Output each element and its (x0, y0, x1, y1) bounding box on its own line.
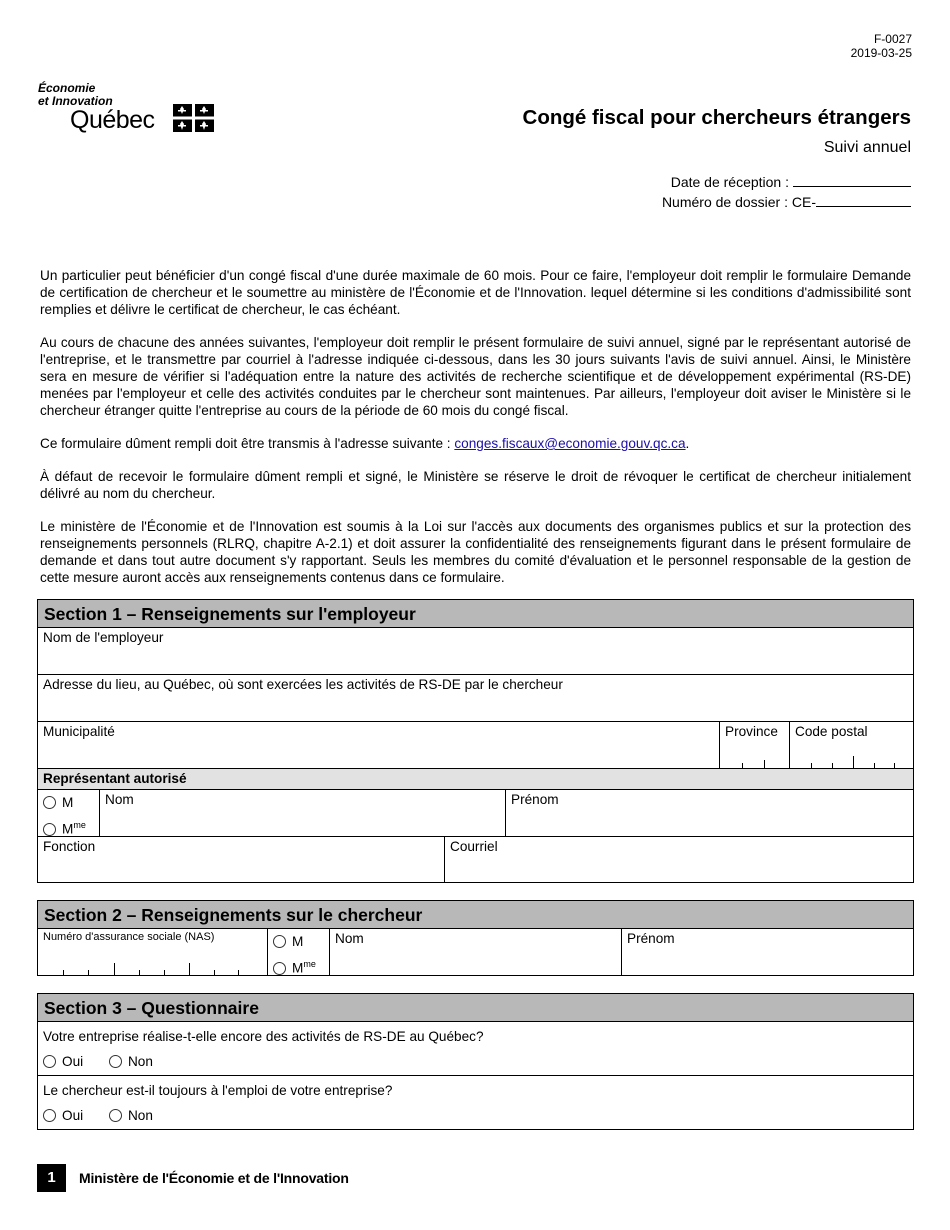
function-field[interactable] (38, 837, 444, 882)
radio-icon[interactable] (273, 962, 286, 975)
section-3-title: Section 3 – Questionnaire (38, 994, 913, 1022)
researcher-title-options (267, 929, 329, 975)
q1-no-option[interactable] (109, 1049, 153, 1074)
m-label: M (292, 934, 304, 949)
radio-icon[interactable] (273, 935, 286, 948)
q2-no-option[interactable] (109, 1103, 153, 1128)
dossier-number-field[interactable] (816, 193, 911, 207)
municipality-field[interactable] (38, 722, 719, 768)
intro-paragraph-1: Un particulier peut bénéficier d'un congé fiscal d'une durée maximale de 60 mois. Pour ce faire, l'employeur doit remplir le formulaire Demande de certification de chercheur et le soumettre au ministère de l'Économie et de l'Innovation. lequel détermine si les conditions d'admissibilité sont remplies et délivre le certificat de chercheur, le cas échéant. (40, 268, 911, 317)
researcher-last-name-label: Nom (335, 931, 364, 946)
mme-superscript: me (73, 820, 86, 830)
intro-paragraph-2: Au cours de chacune des années suivantes, l'employeur doit remplir le présent formulaire de suivi annuel, signé par le représentant autorisé de l'entreprise, et le transmettre par courriel à l'adresse indiquée ci-dessous, dans les 30 jours suivants l'avis de suivi annuel. Ainsi, le Ministère sera en mesure de vérifier si l'adéquation entre la nature des activités de recherche scientifique et de développement expérimental (RS-DE) menées par l'employeur et celle des activités conduites par le chercheur sont maintenues. Par ailleurs, l'employeur doit aviser le Ministère si le chercheur étranger quitte l'entreprise au cours de la période de 60 mois du congé fiscal. (40, 335, 911, 418)
question-2-text: Le chercheur est-il toujours à l'emploi de votre entreprise? (43, 1083, 393, 1098)
page-number: 1 (37, 1164, 66, 1192)
period: . (685, 436, 690, 451)
radio-icon[interactable] (109, 1109, 122, 1122)
intro-text (40, 267, 911, 602)
municipality-label: Municipalité (43, 724, 115, 739)
employer-name-field[interactable] (38, 628, 913, 674)
logo-line2: et Innovation (38, 94, 113, 108)
mme-label: M (292, 960, 304, 976)
submission-text: Ce formulaire dûment rempli doit être transmis à l'adresse suivante : (40, 436, 455, 451)
yes-label: Oui (62, 1108, 84, 1123)
function-label: Fonction (43, 839, 96, 854)
province-field[interactable] (719, 722, 789, 768)
postal-code-label: Code postal (795, 724, 868, 739)
intro-paragraph-4: À défaut de recevoir le formulaire dûment rempli et signé, le Ministère se réserve le droit de révoquer le certificat de chercheur initialement délivré au nom du chercheur. (40, 469, 911, 501)
form-date: 2019-03-25 (850, 46, 912, 60)
postal-code-field[interactable] (789, 722, 913, 768)
section-2-title: Section 2 – Renseignements sur le chercheur (38, 901, 913, 929)
page-footer (37, 1164, 349, 1192)
question-1-text: Votre entreprise réalise-t-elle encore des activités de RS-DE au Québec? (43, 1029, 484, 1044)
logo-quebec: Québec (70, 106, 155, 134)
rep-m-option[interactable] (43, 792, 94, 814)
rep-last-name-label: Nom (105, 792, 134, 807)
intro-paragraph-5: Le ministère de l'Économie et de l'Innovation est soumis à la Loi sur l'accès aux documents des organismes publics et sur la protection des renseignements personnels (RLRQ, chapitre A-2.1) et doit assurer la confidentialité des renseignements figurant dans le présent formulaire de demande et dans tout autre document s'y rapportant. Seuls les membres du comité d'évaluation et le personnel responsable de la gestion de cette mesure auront accès aux renseignements contenus dans ce formulaire. (40, 519, 911, 585)
researcher-m-option[interactable] (273, 931, 324, 953)
section-3-questionnaire (37, 993, 914, 1130)
province-label: Province (725, 724, 778, 739)
page-subtitle: Suivi annuel (823, 139, 911, 156)
researcher-mme-option[interactable] (273, 953, 324, 980)
quebec-logo (38, 82, 228, 138)
reception-date-label: Date de réception : (670, 174, 789, 190)
authorized-rep-heading: Représentant autorisé (38, 769, 913, 790)
postal-code-ticks (790, 756, 913, 768)
m-label: M (62, 795, 74, 810)
radio-icon[interactable] (43, 1055, 56, 1068)
rep-title-options (38, 790, 99, 836)
q1-yes-option[interactable] (43, 1049, 83, 1074)
radio-icon[interactable] (43, 1109, 56, 1122)
rep-first-name-field[interactable] (505, 790, 913, 836)
section-1-title: Section 1 – Renseignements sur l'employeur (38, 600, 913, 628)
email-link[interactable]: conges.fiscaux@economie.gouv.qc.ca (454, 436, 686, 451)
mme-superscript: me (303, 959, 316, 969)
radio-icon[interactable] (109, 1055, 122, 1068)
dossier-number-label: Numéro de dossier : CE- (661, 194, 816, 210)
employer-name-label: Nom de l'employeur (43, 630, 164, 645)
nas-ticks (38, 963, 267, 975)
province-ticks (720, 756, 789, 768)
email-field[interactable] (444, 837, 913, 882)
section-1-employer (37, 599, 914, 883)
nas-field[interactable] (38, 929, 267, 975)
radio-icon[interactable] (43, 796, 56, 809)
no-label: Non (127, 1054, 153, 1069)
form-number: F-0027 (873, 32, 912, 46)
mme-label: M (62, 821, 74, 837)
intro-paragraph-3 (40, 435, 911, 452)
radio-icon[interactable] (43, 823, 56, 836)
nas-label: Numéro d'assurance sociale (NAS) (43, 931, 215, 943)
reception-date-field[interactable] (793, 173, 911, 187)
fleurdelise-flag-icon (173, 104, 214, 132)
address-label: Adresse du lieu, au Québec, où sont exercées les activités de RS-DE par le chercheur (43, 677, 563, 692)
researcher-first-name-label: Prénom (627, 931, 675, 946)
researcher-last-name-field[interactable] (329, 929, 621, 975)
question-2 (38, 1076, 913, 1129)
rep-first-name-label: Prénom (511, 792, 559, 807)
logo-line1: Économie (38, 81, 96, 95)
rep-last-name-field[interactable] (99, 790, 505, 836)
email-label: Courriel (450, 839, 498, 854)
form-code (851, 32, 912, 60)
address-field[interactable] (38, 675, 913, 721)
section-2-researcher (37, 900, 914, 976)
researcher-first-name-field[interactable] (621, 929, 913, 975)
q2-yes-option[interactable] (43, 1103, 83, 1128)
question-1 (38, 1022, 913, 1075)
ministry-name: Ministère de l'Économie et de l'Innovation (79, 1170, 349, 1186)
office-use-fields (662, 172, 911, 212)
yes-label: Oui (62, 1054, 84, 1069)
no-label: Non (127, 1108, 153, 1123)
page-title: Congé fiscal pour chercheurs étrangers (522, 106, 911, 129)
